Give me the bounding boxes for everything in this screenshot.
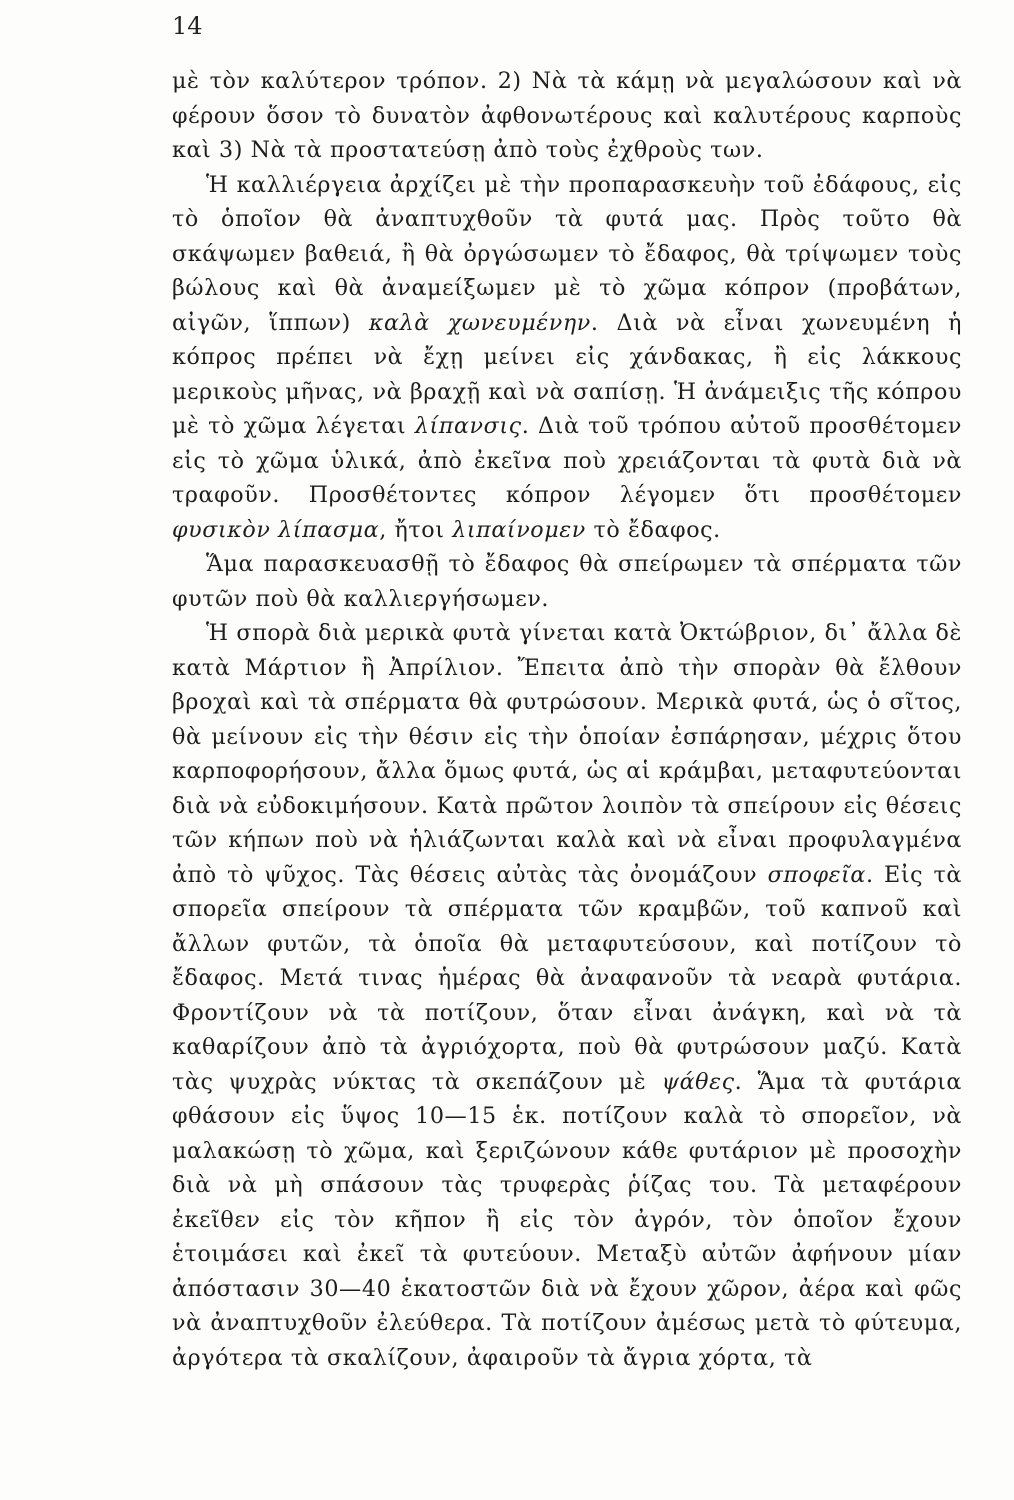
page-number: 14 — [172, 12, 203, 40]
italic-term: ψάθες — [661, 1068, 735, 1095]
text-run: . Εἰς τὰ σπορεῖα σπείρουν τὰ σπέρματα τῶν κραμβῶν, τοῦ καπνοῦ καὶ ἄλλων φυτῶν, τὰ ὁποῖα θὰ μεταφυτεύσουν, καὶ ποτίζουν τὸ ἔδαφος. Μετά τινας ἡμέρας θὰ ἀναφανοῦν τὰ νεαρὰ φυτάρια. Φροντίζουν νὰ τὰ ποτίζουν, ὅταν εἶναι ἀνάγκη, καὶ νὰ τὰ καθαρίζουν ἀπὸ τὰ ἀγριόχορτα, ποὺ θὰ φυτρώσουν μαζύ. Κατὰ τὰς ψυχρὰς νύκτας τὰ σκεπάζουν μὲ — [172, 861, 963, 1095]
text-run: , ἤτοι — [379, 516, 453, 543]
italic-term: καλὰ χωνευμένην — [368, 309, 591, 336]
italic-term: λίπανσις — [414, 413, 522, 439]
italic-term: λιπαίνομεν — [452, 516, 586, 543]
text-run: Ἅμα παρασκευασθῇ τὸ ἔδαφος θὰ σπείρωμεν τὰ σπέρματα τῶν φυτῶν ποὺ θὰ καλλιεργήσωμεν. — [172, 551, 962, 612]
body-text — [172, 64, 962, 1375]
italic-term: φυσικὸν λίπασμα — [172, 516, 380, 543]
text-run: . Διὰ τοῦ τρόπου αὐτοῦ προσθέτομεν εἰς τὸ χῶμα ὑλικά, ἀπὸ ἐκεῖνα ποὺ χρειάζονται τὰ φυτὰ διὰ νὰ τραφοῦν. Προσθέτοντες κόπρον λέγομεν ὅτι προσθέτομεν — [172, 413, 962, 508]
paragraph — [172, 616, 962, 1375]
italic-term: σποφεῖα — [767, 861, 867, 888]
text-run: . Διὰ νὰ εἶναι χωνευμένη ἡ κόπρος πρέπει νὰ ἔχῃ μείνει εἰς χάνδακας, ἢ εἰς λάκκους μερικοὺς μῆνας, νὰ βραχῇ καὶ νὰ σαπίσῃ. Ἡ ἀνάμειξις τῆς κόπρου μὲ τὸ χῶμα λέγεται — [172, 309, 962, 439]
text-run: Ἡ σπορὰ διὰ μερικὰ φυτὰ γίνεται κατὰ Ὀκτώβριον, δι᾿ ἄλλα δὲ κατὰ Μάρτιον ἢ Ἀπρίλιον. Ἔπειτα ἀπὸ τὴν σπορὰν θὰ ἔλθουν βροχαὶ καὶ τὰ σπέρματα θὰ φυτρώσουν. Μερικὰ φυτά, ὡς ὁ σῖτος, θὰ μείνουν εἰς τὴν θέσιν εἰς τὴν ὁποίαν ἐσπάρησαν, μέχρις ὅτου καρποφορήσουν, ἄλλα ὅμως φυτά, ὡς αἱ κράμβαι, μεταφυτεύονται διὰ νὰ εὐδοκιμήσουν. Κατὰ πρῶτον λοιπὸν τὰ σπείρουν εἰς θέσεις τῶν κήπων ποὺ νὰ ἡλιάζωνται καλὰ καὶ νὰ εἶναι προφυλαγμένα ἀπὸ τὸ ψῦχος. Τὰς θέσεις αὐτὰς τὰς ὀνομάζουν — [172, 620, 962, 888]
text-run: μὲ τὸν καλύτερον τρόπον. 2) Νὰ τὰ κάμῃ νὰ μεγαλώσουν καὶ νὰ φέρουν ὅσον τὸ δυνατὸν ἀφθονωτέρους καὶ καλυτέρους καρποὺς καὶ 3) Νὰ τὰ προστατεύσῃ ἀπὸ τοὺς ἐχθροὺς των. — [172, 68, 962, 163]
text-run: . Ἅμα τὰ φυτάρια φθάσουν εἰς ὕψος 10—15 ἑκ. ποτίζουν καλὰ τὸ σπορεῖον, νὰ μαλακώσῃ τὸ χῶμα, καὶ ξεριζώνουν κάθε φυτάριον μὲ προσοχὴν διὰ νὰ μὴ σπάσουν τὰς τρυφερὰς ῥίζας του. Τὰ μεταφέρουν ἐκεῖθεν εἰς τὸν κῆπον ἢ εἰς τὸν ἀγρόν, τὸν ὁποῖον ἔχουν ἑτοιμάσει καὶ ἐκεῖ τὰ φυτεύουν. Μεταξὺ αὐτῶν ἀφήνουν μίαν ἀπόστασιν 30—40 ἑκατοστῶν διὰ νὰ ἔχουν χῶρον, ἀέρα καὶ φῶς νὰ ἀναπτυχθοῦν ἐλεύθερα. Τὰ ποτίζουν ἀμέσως μετὰ τὸ φύτευμα, ἀργότερα τὰ σκαλίζουν, ἀφαιροῦν τὰ ἄγρια χόρτα, τὰ — [172, 1068, 962, 1371]
paragraph — [172, 168, 962, 548]
paragraph — [172, 547, 962, 616]
paragraph — [172, 64, 962, 168]
text-run: Ἡ καλλιέργεια ἀρχίζει μὲ τὴν προπαρασκευὴν τοῦ ἐδάφους, εἰς τὸ ὁποῖον θὰ ἀναπτυχθοῦν τὰ φυτά μας. Πρὸς τοῦτο θὰ σκάψωμεν βαθειά, ἢ θὰ ὀργώσωμεν τὸ ἔδαφος, θὰ τρίψωμεν τοὺς βώλους καὶ θὰ ἀναμείξωμεν μὲ τὸ χῶμα κόπρον (προβάτων, αἰγῶν, ἵππων) — [172, 171, 962, 336]
text-run: τὸ ἔδαφος. — [585, 516, 721, 543]
